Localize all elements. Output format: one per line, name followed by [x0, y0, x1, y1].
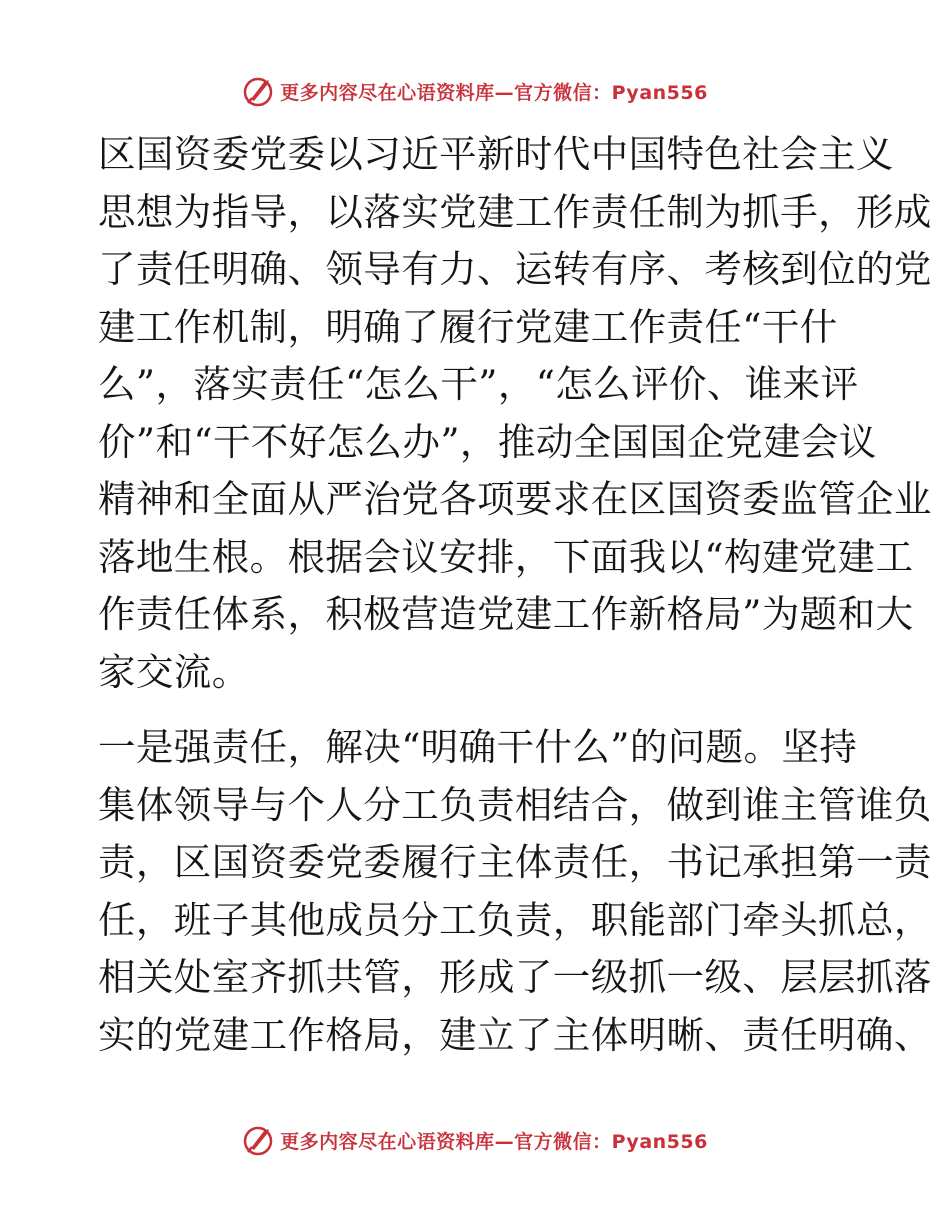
text-line: 作责任体系，积极营造党建工作新格局”为题和大: [98, 592, 914, 636]
header-watermark-text: 更多内容尽在心语资料库—官方微信：Pyan556: [280, 81, 708, 104]
text-line: 落地生根。根据会议安排，下面我以“构建党建工: [98, 534, 914, 579]
header-watermark: [0, 71, 950, 111]
text-line: 家交流。: [98, 649, 250, 694]
text-line: 任，班子其他成员分工负责，职能部门牵头抓总，: [98, 897, 932, 942]
footer-watermark-text: 更多内容尽在心语资料库—官方微信：Pyan556: [280, 1130, 708, 1153]
text-line: 责，区国资委党委履行主体责任，书记承担第一责: [98, 840, 932, 884]
text-line: 区国资委党委以习近平新时代中国特色社会主义: [98, 132, 894, 176]
paragraph-2: [98, 719, 932, 1064]
text-line: 么”，落实责任“怎么干”，“怎么评价、谁来评: [98, 362, 859, 406]
text-line: 了责任明确、领导有力、运转有序、考核到位的党: [98, 247, 932, 291]
text-line: 相关处室齐抓共管，形成了一级抓一级、层层抓落: [98, 955, 932, 999]
pen-logo-icon: [242, 1123, 276, 1157]
pen-logo-icon: [242, 74, 276, 108]
text-line: 一是强责任，解决“明确干什么”的问题。坚持: [98, 725, 858, 769]
paragraph-1: [98, 126, 932, 701]
footer-watermark: [0, 1120, 950, 1160]
document-body: [98, 126, 932, 1064]
text-line: 建工作机制，明确了履行党建工作责任“干什: [98, 304, 838, 349]
text-line: 精神和全面从严治党各项要求在区国资委监管企业: [98, 477, 932, 521]
text-line: 思想为指导，以落实党建工作责任制为抓手，形成: [98, 189, 932, 234]
text-line: 集体领导与个人分工负责相结合，做到谁主管谁负: [98, 782, 932, 827]
text-line: 价”和“干不好怎么办”，推动全国国企党建会议: [98, 419, 877, 464]
text-line: 实的党建工作格局，建立了主体明晰、责任明确、: [98, 1012, 932, 1057]
